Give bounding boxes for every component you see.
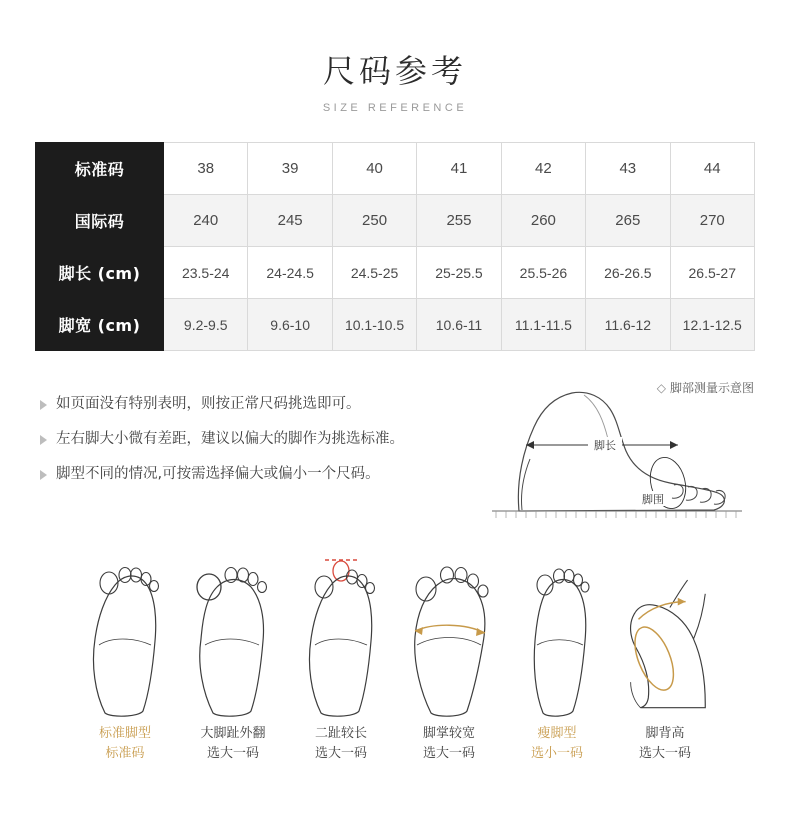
cell: 240 [164, 195, 248, 247]
row-header-foot-length: 脚长 (cm) [36, 247, 164, 299]
cell: 26.5-27 [670, 247, 754, 299]
note-item [40, 430, 480, 449]
foot-type-standard [71, 548, 179, 764]
cell: 9.2-9.5 [164, 299, 248, 351]
foot-type-advice: 选大一码 [314, 746, 367, 762]
cell: 9.6-10 [248, 299, 332, 351]
notes-list [40, 395, 480, 500]
foot-type-name: 脚掌较宽 [422, 726, 475, 741]
cell: 41 [417, 143, 501, 195]
cell: 44 [670, 143, 754, 195]
foot-type-name: 标准脚型 [98, 726, 151, 741]
cell: 24.5-25 [332, 247, 416, 299]
page-title-block [0, 0, 790, 114]
cell: 43 [586, 143, 670, 195]
cell: 25.5-26 [501, 247, 585, 299]
foot-type-name: 脚背高 [645, 726, 685, 741]
cell: 270 [670, 195, 754, 247]
cell: 23.5-24 [164, 247, 248, 299]
cell: 11.6-12 [586, 299, 670, 351]
foot-type-caption [287, 724, 395, 764]
foot-outline-narrow-icon [507, 553, 607, 718]
table-row [36, 299, 755, 351]
cell: 40 [332, 143, 416, 195]
foot-illustration [287, 548, 395, 718]
size-table-wrapper [35, 142, 755, 351]
cell: 25-25.5 [417, 247, 501, 299]
foot-type-caption [611, 724, 719, 764]
cell: 24-24.5 [248, 247, 332, 299]
foot-type-name: 大脚趾外翻 [200, 726, 266, 741]
notes-and-diagram [0, 381, 790, 535]
foot-illustration [395, 548, 503, 718]
foot-illustration [71, 548, 179, 718]
cell: 39 [248, 143, 332, 195]
cell: 260 [501, 195, 585, 247]
cell: 10.1-10.5 [332, 299, 416, 351]
foot-measure-svg [464, 379, 754, 519]
foot-type-advice: 选大一码 [422, 746, 475, 762]
foot-type-long-second-toe [287, 548, 395, 764]
size-reference-table [35, 142, 755, 351]
foot-outline-bunion-icon [183, 553, 283, 718]
cell: 245 [248, 195, 332, 247]
cell: 42 [501, 143, 585, 195]
foot-measure-diagram [464, 379, 754, 519]
row-header-foot-width: 脚宽 (cm) [36, 299, 164, 351]
bullet-triangle-icon [40, 400, 47, 410]
cell: 38 [164, 143, 248, 195]
foot-type-advice: 标准码 [105, 746, 145, 762]
note-text: 脚型不同的情况,可按需选择偏大或偏小一个尺码。 [56, 466, 380, 483]
foot-illustration [179, 548, 287, 718]
foot-type-advice: 选小一码 [530, 746, 583, 762]
foot-type-caption [503, 724, 611, 764]
foot-outline-wide-forefoot-icon [399, 553, 499, 718]
cell: 10.6-11 [417, 299, 501, 351]
cell: 26-26.5 [586, 247, 670, 299]
note-item [40, 395, 480, 414]
note-item [40, 465, 480, 484]
bullet-triangle-icon [40, 470, 47, 480]
page-title: 尺码参考 [322, 52, 467, 90]
cell: 12.1-12.5 [670, 299, 754, 351]
foot-type-row [0, 548, 790, 798]
foot-type-high-instep [611, 548, 719, 764]
table-row [36, 143, 755, 195]
foot-outline-long-second-toe-icon [291, 553, 391, 718]
foot-type-caption [179, 724, 287, 764]
foot-type-name: 二趾较长 [314, 726, 367, 741]
row-header-international-size: 国际码 [36, 195, 164, 247]
foot-illustration [503, 548, 611, 718]
note-text: 左右脚大小微有差距，建议以偏大的脚作为挑选标准。 [56, 431, 404, 448]
foot-type-bunion [179, 548, 287, 764]
diamond-icon: ◇ [656, 381, 666, 396]
foot-type-name: 瘦脚型 [537, 726, 577, 741]
cell: 255 [417, 195, 501, 247]
foot-outline-standard-icon [75, 553, 175, 718]
bullet-triangle-icon [40, 435, 47, 445]
cell: 250 [332, 195, 416, 247]
cell: 11.1-11.5 [501, 299, 585, 351]
foot-type-narrow [503, 548, 611, 764]
table-row [36, 195, 755, 247]
diagram-caption-text: 脚部测量示意图 [669, 381, 754, 396]
foot-type-advice: 选大一码 [206, 746, 259, 762]
table-row [36, 247, 755, 299]
foot-illustration [611, 548, 719, 718]
foot-type-caption [71, 724, 179, 764]
diagram-girth-label: 脚围 [642, 493, 664, 507]
note-text: 如页面没有特别表明，则按正常尺码挑选即可。 [56, 396, 361, 413]
foot-type-caption [395, 724, 503, 764]
foot-side-high-instep-icon [611, 553, 719, 718]
foot-type-advice: 选大一码 [638, 746, 691, 762]
row-header-standard-size: 标准码 [36, 143, 164, 195]
diagram-length-label: 脚长 [594, 439, 616, 453]
page-subtitle: SIZE REFERENCE [322, 102, 468, 115]
diagram-caption [657, 379, 754, 396]
foot-type-wide-forefoot [395, 548, 503, 764]
cell: 265 [586, 195, 670, 247]
